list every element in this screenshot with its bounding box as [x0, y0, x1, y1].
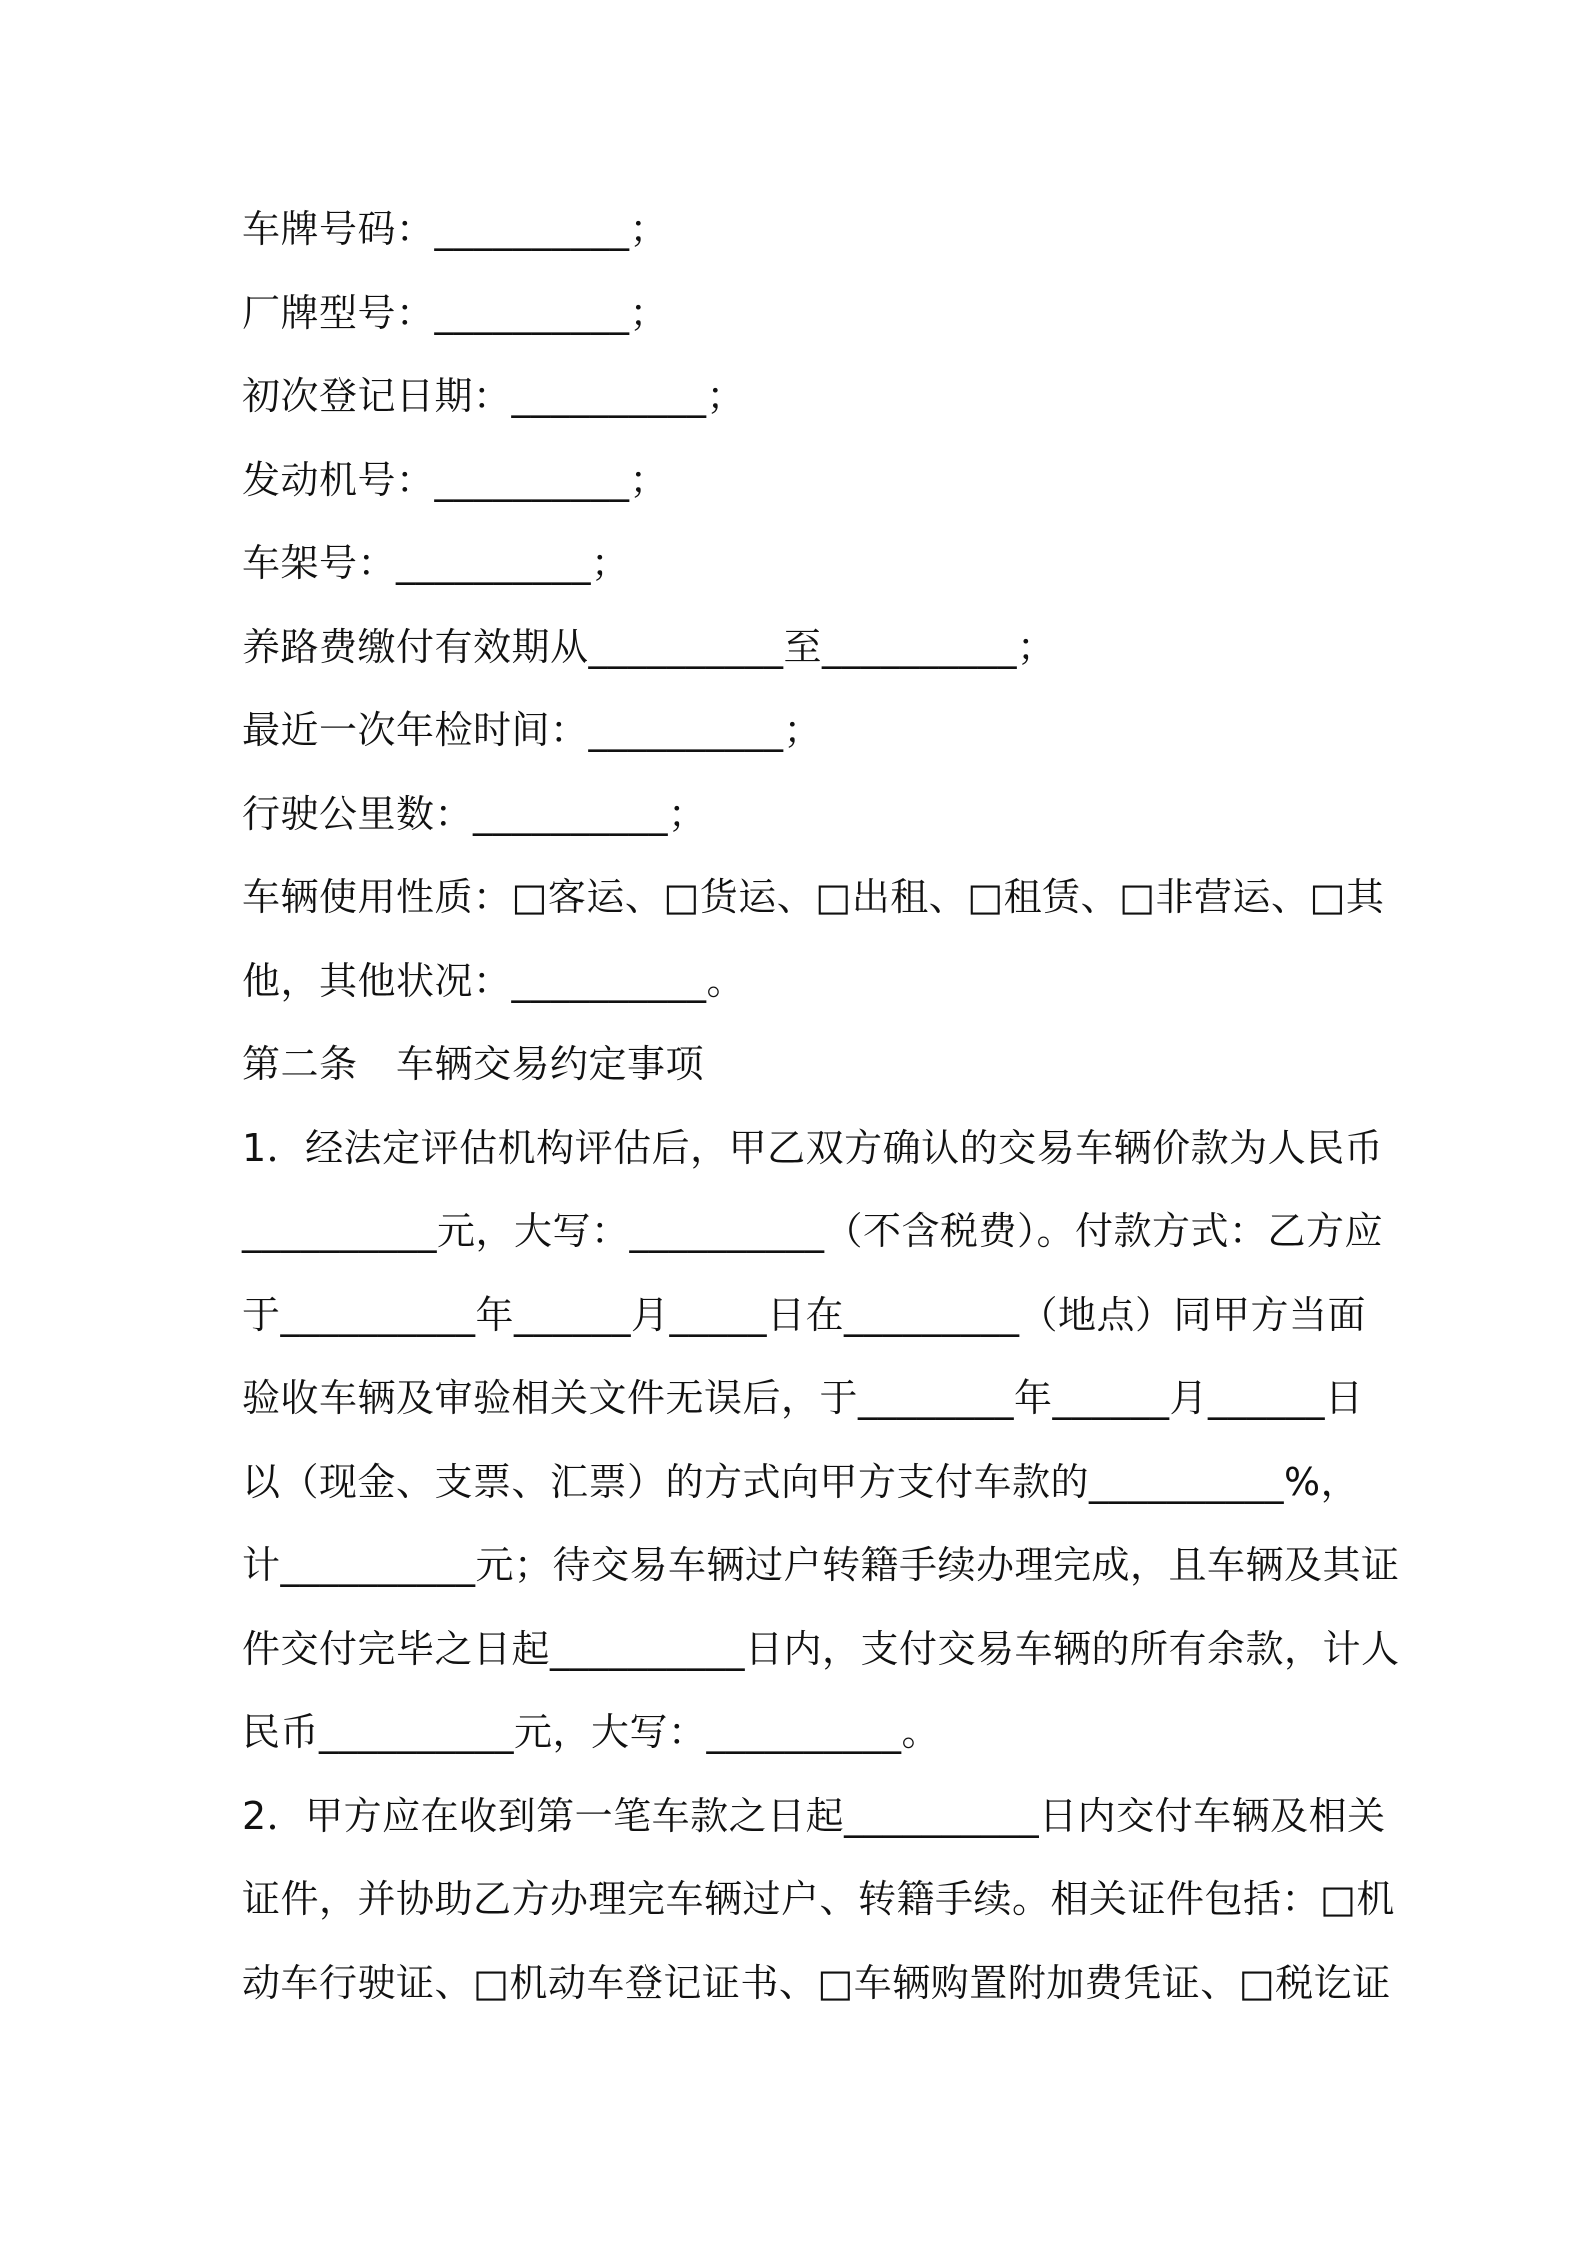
clause-1-line-3: 于__________年______月_____日在_________（地点）同甲方当面 — [242, 1293, 1367, 1337]
field-mileage: 行驶公里数：__________； — [242, 792, 707, 836]
field-plate-number: 车牌号码：__________； — [242, 207, 669, 251]
field-road-fee-validity: 养路费缴付有效期从__________至__________； — [242, 625, 1056, 669]
clause-1-line-2: __________元，大写：__________（不含税费）。付款方式：乙方应 — [242, 1209, 1384, 1253]
clause-1-line-8: 民币__________元，大写：__________。 — [242, 1710, 941, 1754]
clause-1-line-6: 计__________元；待交易车辆过户转籍手续办理完成，且车辆及其证 — [242, 1543, 1400, 1587]
field-first-registration-date: 初次登记日期：__________； — [242, 374, 746, 418]
clause-1-line-4: 验收车辆及审验相关文件无误后，于________年______月______日 — [242, 1376, 1364, 1420]
clause-1-line-1: 1．经法定评估机构评估后，甲乙双方确认的交易车辆价款为人民币 — [242, 1126, 1384, 1170]
field-brand-model: 厂牌型号：__________； — [242, 291, 669, 335]
field-last-inspection: 最近一次年检时间：__________； — [242, 708, 823, 752]
clause-1-line-5: 以（现金、支票、汇票）的方式向甲方支付车款的__________%， — [242, 1460, 1360, 1504]
section-heading-article-2: 第二条 车辆交易约定事项 — [242, 1042, 705, 1086]
field-engine-number: 发动机号：__________； — [242, 458, 669, 502]
clause-2-line-3: 动车行驶证、□机动车登记证书、□车辆购置附加费凭证、□税讫证 — [242, 1961, 1391, 2005]
field-usage-nature-cont: 他，其他状况：__________。 — [242, 959, 746, 1003]
field-usage-nature: 车辆使用性质：□客运、□货运、□出租、□租赁、□非营运、□其 — [242, 875, 1385, 919]
clause-1-line-7: 件交付完毕之日起__________日内，支付交易车辆的所有余款，计人 — [242, 1627, 1400, 1671]
field-frame-number: 车架号：__________； — [242, 541, 630, 585]
clause-2-line-1: 2．甲方应在收到第一笔车款之日起__________日内交付车辆及相关 — [242, 1794, 1386, 1838]
clause-2-line-2: 证件，并协助乙方办理完车辆过户、转籍手续。相关证件包括：□机 — [242, 1877, 1395, 1921]
